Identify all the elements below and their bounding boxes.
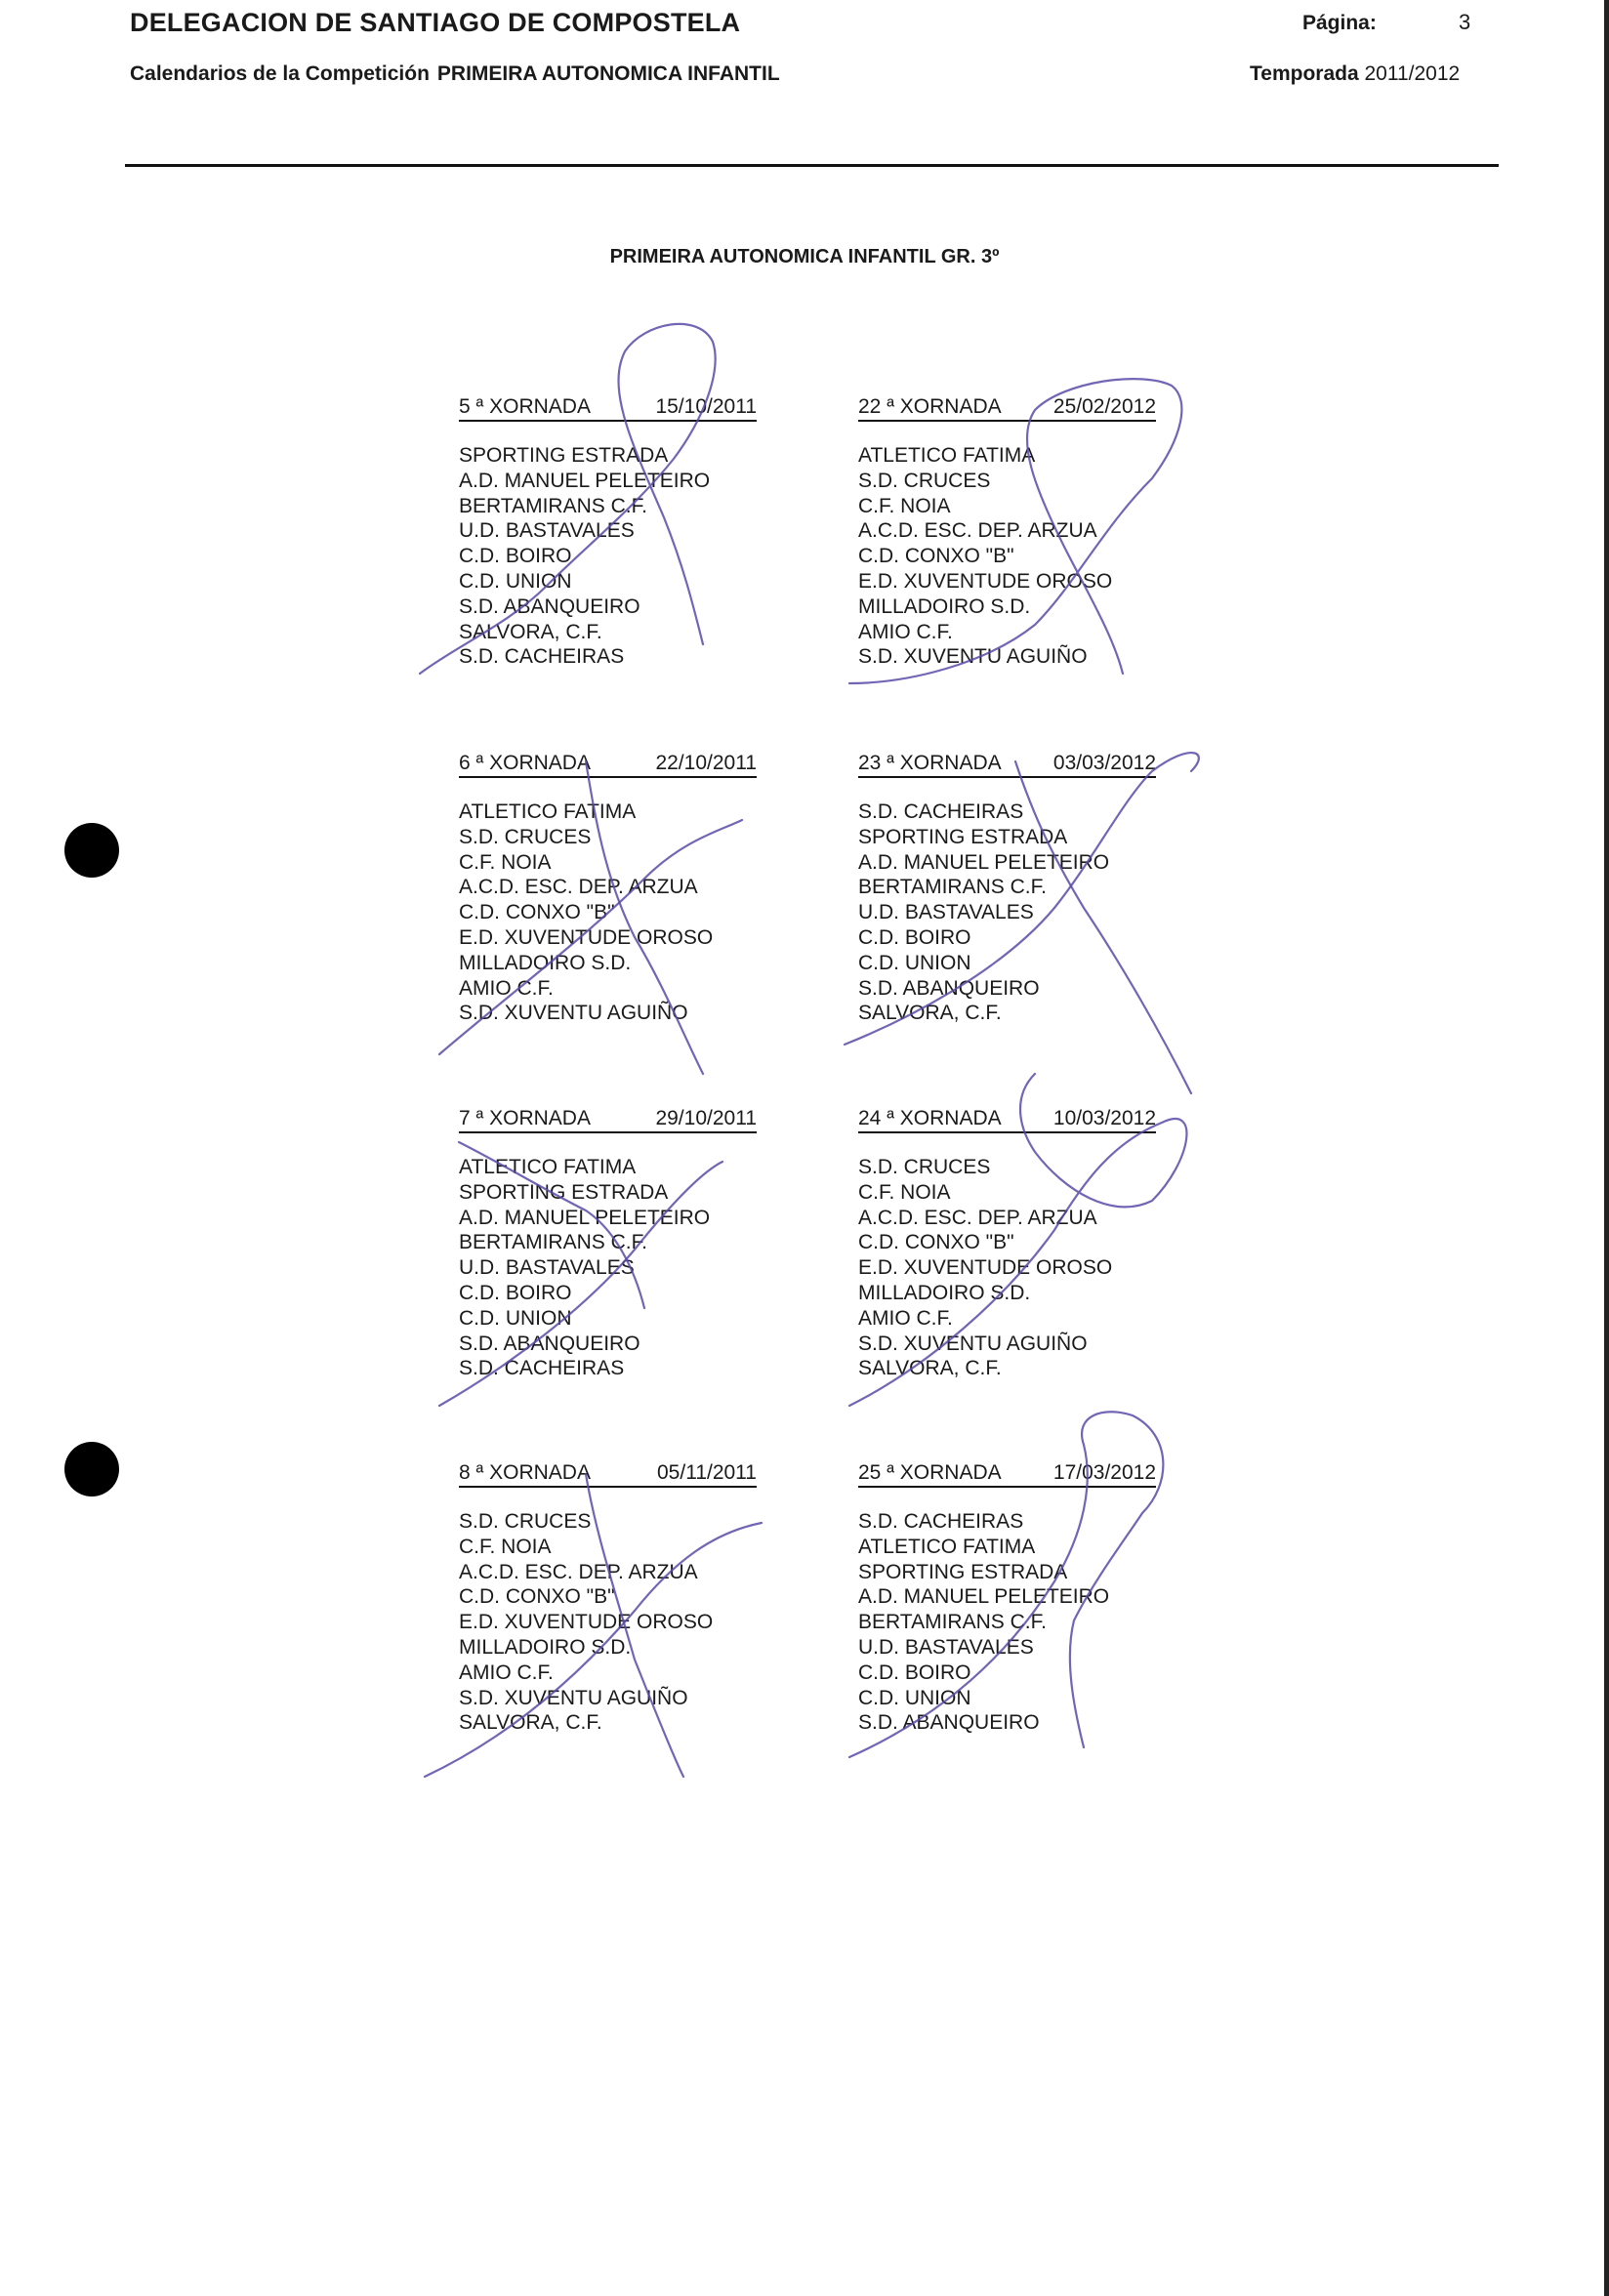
round-date: 29/10/2011	[655, 1107, 757, 1129]
round-date: 03/03/2012	[1052, 752, 1156, 774]
team-item: A.D. MANUEL PELETEIRO	[858, 850, 1110, 874]
team-item: C.D. BOIRO	[459, 545, 572, 568]
team-item: C.D. CONXO "B"	[459, 901, 615, 924]
team-item: C.F. NOIA	[858, 494, 951, 517]
round-block	[459, 1107, 757, 1381]
group-title: PRIMEIRA AUTONOMICA INFANTIL GR. 3º	[609, 246, 1000, 267]
team-item: A.C.D. ESC. DEP. ARZUA	[459, 1560, 698, 1583]
team-item: BERTAMIRANS C.F.	[459, 1231, 647, 1254]
round-date: 17/03/2012	[1052, 1461, 1156, 1484]
team-item: SALVORA, C.F.	[858, 1002, 1002, 1025]
team-item: S.D. XUVENTU AGUIÑO	[858, 1332, 1088, 1355]
team-list	[858, 1155, 1156, 1381]
team-item: BERTAMIRANS C.F.	[858, 1611, 1047, 1634]
team-item: S.D. ABANQUEIRO	[858, 976, 1040, 1000]
round-label: 5 ª XORNADA	[459, 395, 591, 418]
team-item: S.D. ABANQUEIRO	[459, 594, 640, 618]
team-item: ATLETICO FATIMA	[858, 1535, 1036, 1558]
team-list	[459, 1509, 757, 1736]
team-item: MILLADOIRO S.D.	[459, 1635, 632, 1659]
team-item: C.D. CONXO "B"	[858, 1231, 1014, 1254]
team-item: S.D. CRUCES	[459, 1510, 592, 1533]
round-header	[858, 752, 1156, 778]
team-item: C.F. NOIA	[858, 1180, 951, 1204]
team-item: A.C.D. ESC. DEP. ARZUA	[858, 1206, 1097, 1229]
round-header	[858, 395, 1156, 422]
team-item: SALVORA, C.F.	[858, 1357, 1002, 1380]
header-rule	[125, 164, 1499, 167]
team-item: E.D. XUVENTUDE OROSO	[459, 1611, 714, 1634]
page-label: Página:	[1302, 12, 1377, 34]
team-list	[459, 443, 757, 670]
season-value: 2011/2012	[1364, 62, 1461, 85]
delegation-title: DELEGACION DE SANTIAGO DE COMPOSTELA	[130, 8, 741, 37]
team-item: MILLADOIRO S.D.	[858, 594, 1031, 618]
team-list	[459, 800, 757, 1026]
team-item: C.D. BOIRO	[858, 1660, 971, 1684]
team-item: BERTAMIRANS C.F.	[459, 494, 647, 517]
round-date: 25/02/2012	[1052, 395, 1156, 418]
team-list	[858, 1509, 1156, 1736]
team-item: E.D. XUVENTUDE OROSO	[459, 925, 714, 949]
team-item: S.D. XUVENTU AGUIÑO	[459, 1002, 688, 1025]
team-item: S.D. CACHEIRAS	[459, 645, 625, 669]
team-item: E.D. XUVENTUDE OROSO	[858, 569, 1113, 593]
team-item: C.D. CONXO "B"	[858, 545, 1014, 568]
team-item: U.D. BASTAVALES	[459, 1256, 635, 1280]
team-item: MILLADOIRO S.D.	[459, 951, 632, 974]
team-item: C.D. UNION	[858, 951, 971, 974]
team-item: S.D. CRUCES	[858, 469, 991, 492]
team-item: U.D. BASTAVALES	[858, 1635, 1034, 1659]
round-block	[858, 752, 1156, 1026]
round-header	[858, 1461, 1156, 1488]
team-item: ATLETICO FATIMA	[459, 1156, 637, 1178]
team-item: S.D. ABANQUEIRO	[858, 1711, 1040, 1735]
subtitle-prefix: Calendarios de la Competición	[130, 62, 430, 85]
team-item: C.D. CONXO "B"	[459, 1585, 615, 1609]
round-label: 6 ª XORNADA	[459, 752, 591, 774]
team-item: C.D. UNION	[459, 1306, 572, 1330]
team-item: MILLADOIRO S.D.	[858, 1281, 1031, 1304]
round-header	[858, 1107, 1156, 1133]
team-item: U.D. BASTAVALES	[858, 901, 1034, 924]
team-item: S.D. CRUCES	[459, 825, 592, 848]
team-item: A.C.D. ESC. DEP. ARZUA	[459, 876, 698, 899]
round-block	[858, 1107, 1156, 1381]
team-item: C.F. NOIA	[459, 1535, 552, 1558]
round-block	[858, 395, 1156, 670]
team-item: C.D. UNION	[858, 1686, 971, 1709]
team-item: A.C.D. ESC. DEP. ARZUA	[858, 519, 1097, 543]
round-header	[459, 752, 757, 778]
team-item: S.D. XUVENTU AGUIÑO	[858, 645, 1088, 669]
round-label: 22 ª XORNADA	[858, 395, 1002, 418]
team-item: S.D. ABANQUEIRO	[459, 1332, 640, 1355]
round-header	[459, 1461, 757, 1488]
round-date: 05/11/2011	[657, 1461, 757, 1484]
team-item: BERTAMIRANS C.F.	[858, 876, 1047, 899]
round-label: 7 ª XORNADA	[459, 1107, 591, 1129]
season-label: Temporada	[1250, 62, 1359, 85]
scan-edge	[1604, 0, 1609, 2296]
team-item: U.D. BASTAVALES	[459, 519, 635, 543]
team-item: S.D. CACHEIRAS	[459, 1357, 625, 1380]
team-item: S.D. CACHEIRAS	[858, 800, 1024, 823]
calendar-subtitle	[130, 62, 780, 86]
team-item: A.D. MANUEL PELETEIRO	[459, 469, 711, 492]
team-item: S.D. XUVENTU AGUIÑO	[459, 1686, 688, 1709]
team-item: SPORTING ESTRADA	[858, 1560, 1068, 1583]
round-date: 10/03/2012	[1052, 1107, 1156, 1129]
team-item: E.D. XUVENTUDE OROSO	[858, 1256, 1113, 1280]
binder-hole-bottom	[64, 1442, 119, 1496]
team-item: S.D. CACHEIRAS	[858, 1510, 1024, 1533]
team-list	[858, 800, 1156, 1026]
round-header	[459, 395, 757, 422]
team-item: SPORTING ESTRADA	[858, 825, 1068, 848]
team-item: AMIO C.F.	[459, 1660, 554, 1684]
competition-name: PRIMEIRA AUTONOMICA INFANTIL	[436, 62, 780, 85]
season	[1250, 62, 1460, 86]
team-item: SALVORA, C.F.	[459, 1711, 602, 1735]
team-item: AMIO C.F.	[858, 1306, 953, 1330]
team-item: C.D. UNION	[459, 569, 572, 593]
team-list	[459, 1155, 757, 1381]
binder-hole-top	[64, 823, 119, 878]
round-date: 15/10/2011	[655, 395, 757, 418]
round-block	[459, 395, 757, 670]
round-date: 22/10/2011	[655, 752, 757, 774]
round-block	[858, 1461, 1156, 1736]
team-item: ATLETICO FATIMA	[459, 800, 637, 823]
round-block	[459, 752, 757, 1026]
page-number: 3	[1459, 10, 1471, 34]
round-block	[459, 1461, 757, 1736]
team-item: C.D. BOIRO	[459, 1281, 572, 1304]
round-label: 25 ª XORNADA	[858, 1461, 1002, 1484]
team-item: S.D. CRUCES	[858, 1156, 991, 1178]
team-list	[858, 443, 1156, 670]
team-item: A.D. MANUEL PELETEIRO	[858, 1585, 1110, 1609]
round-header	[459, 1107, 757, 1133]
team-item: ATLETICO FATIMA	[858, 444, 1036, 467]
round-label: 8 ª XORNADA	[459, 1461, 591, 1484]
round-label: 24 ª XORNADA	[858, 1107, 1002, 1129]
team-item: AMIO C.F.	[858, 620, 953, 643]
team-item: C.F. NOIA	[459, 850, 552, 874]
team-item: A.D. MANUEL PELETEIRO	[459, 1206, 711, 1229]
team-item: SPORTING ESTRADA	[459, 1180, 669, 1204]
team-item: C.D. BOIRO	[858, 925, 971, 949]
team-item: AMIO C.F.	[459, 976, 554, 1000]
round-label: 23 ª XORNADA	[858, 752, 1002, 774]
team-item: SALVORA, C.F.	[459, 620, 602, 643]
team-item: SPORTING ESTRADA	[459, 444, 669, 467]
